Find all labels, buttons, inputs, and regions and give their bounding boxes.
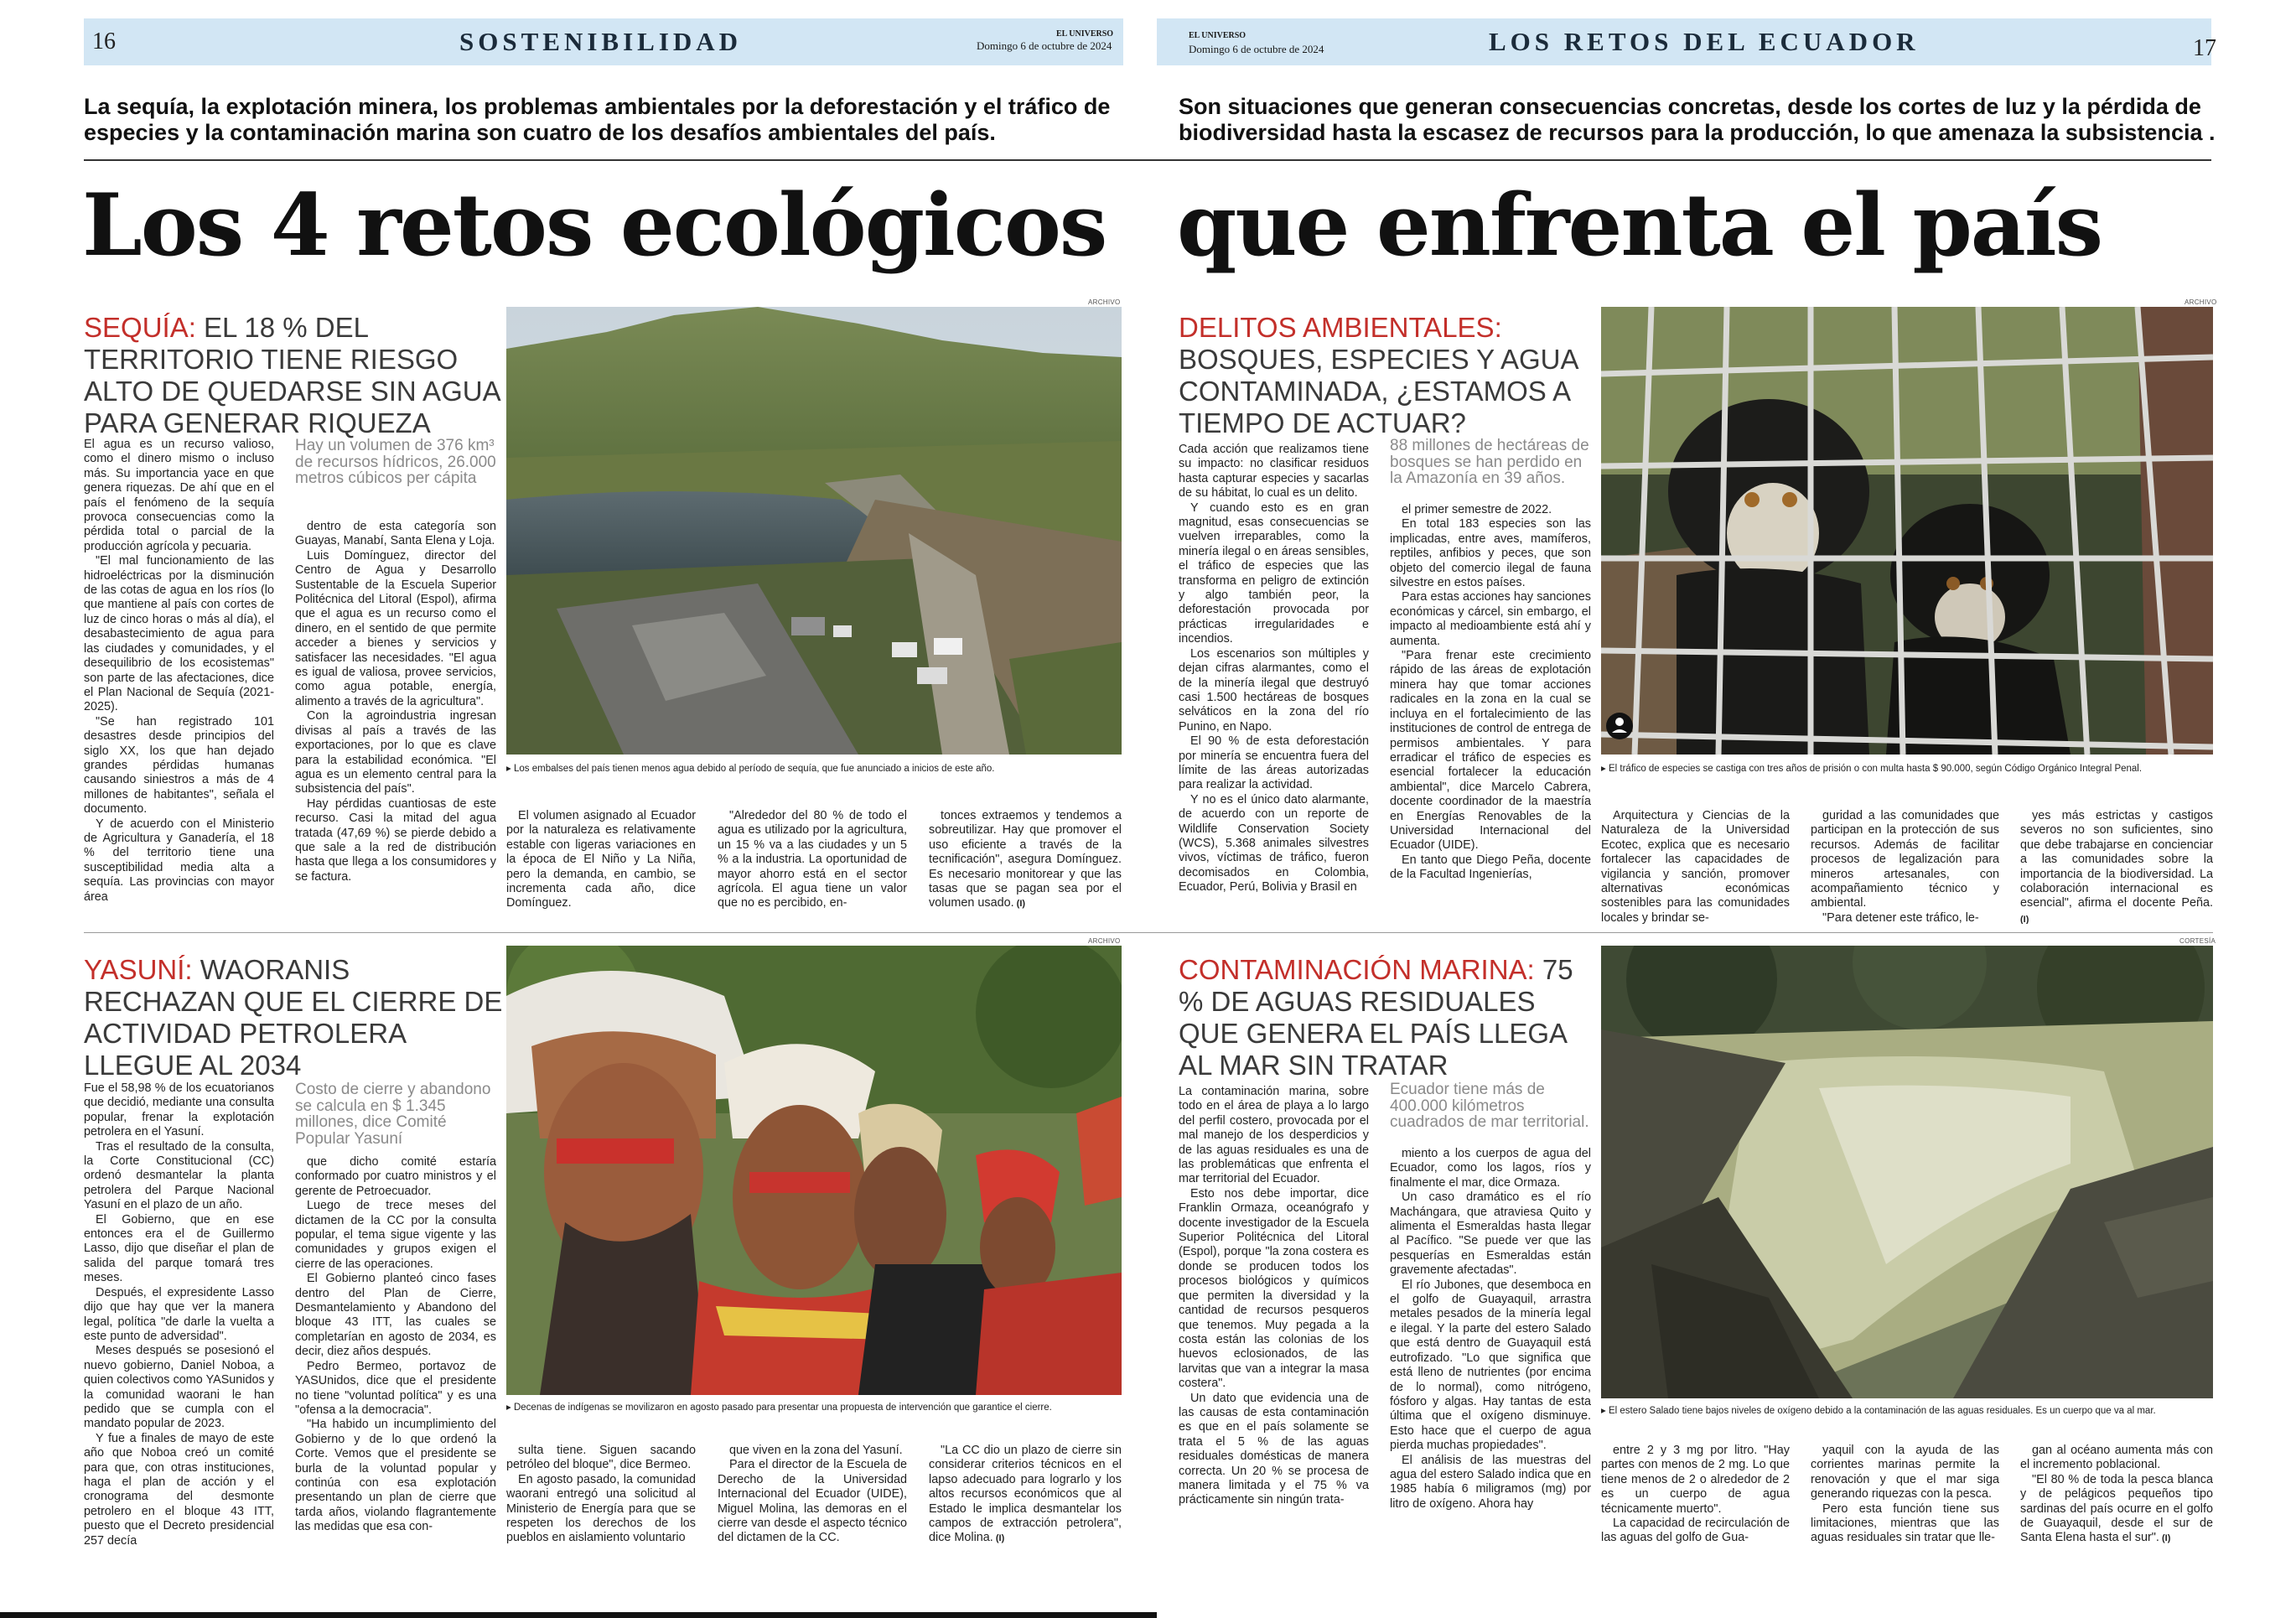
paragraph: En agosto pasado, la comunidad waorani entregó una solicitud al Ministerio de Energía para que se respeten los derechos de los pueblos en aislamiento voluntario [506,1472,696,1545]
paragraph: "Se han registrado 101 desastres desde principios del siglo XX, los que han dejado grandes pérdidas humanas causando siniestros a más de 4 millones de habitantes", señala el documento. [84,714,274,817]
paragraph: dentro de esta categoría son Guayas, Manabí, Santa Elena y Loja. [295,520,496,548]
triangle-icon: ▸ [506,1403,511,1413]
paragraph: gan al océano aumenta más con el incremento poblacional. [2020,1444,2213,1472]
story-keyword: DELITOS AMBIENTALES: [1179,312,1502,343]
story-title: BOSQUES, ESPECIES Y AGUA CONTAMINADA, ¿ESTAMOS A TIEMPO DE ACTUAR? [1179,344,1578,438]
photo-credit: CORTESÍA [2179,937,2216,945]
right-page [1157,0,2296,1618]
paragraph: Después, el expresidente Lasso dijo que hay que ver la manera legal, política "de darle la vuelta a este punto de adversidad". [84,1285,274,1343]
paragraph: El análisis de las muestras del agua del estero Salado indica que en 1985 había 6 miligramos (mg) por litro de oxígeno. Ahora hay [1390,1453,1591,1511]
photo-caption [1601,1405,2213,1417]
end-mark: (I) [2159,1533,2171,1544]
paragraph: miento a los cuerpos de agua del Ecuador, como los lagos, ríos y finalmente el mar, dice Ormaza. [1390,1147,1591,1190]
paragraph: Para estas acciones hay sanciones económicas y cárcel, sin embargo, el impacto al medioambiente está ahí y aumenta. [1390,590,1591,648]
paragraph: Pero esta función tiene sus limitaciones, mientras que las aguas residuales sin tratar que lle- [1811,1501,1999,1545]
paragraph: "Para detener este tráfico, le- [1822,910,1979,924]
story-keyword: YASUNÍ: [84,954,193,985]
story-column [1811,1444,1999,1569]
paragraph: "Alrededor del 80 % de todo el agua es utilizado por la agricultura, un 15 % va a las ciudades y un 5 % a la industria. La oportunidad de mayor ahorro está en el sector agrícola. El agua tiene un valor que no es percibido, en- [718,809,907,910]
story-divider [84,932,1157,933]
paragraph: "El 80 % de toda la pesca blanca y de pelágicos pequeños tipo sardinas del país ocurre en el golfo de Guayaquil, desde el sur de Santa Elena hasta el sur". (I) [2020,1472,2213,1545]
paragraph: La capacidad de recirculación de las aguas del golfo de Gua- [1601,1517,1790,1545]
paragraph: Un caso dramático es el río Machángara, que atraviesa Quito y alimenta el Esmeraldas hasta llegar al Pacífico. "Se puede ver que las pesquerías en Esmeraldas están gravemente afectadas". [1390,1190,1591,1278]
paragraph: El río Jubones, que desemboca en el golfo de Guayaquil, arrastra metales pesados de la minería legal e ilegal. Y la parte del estero Salado que está dentro de Guayaquil está eutrofizado. "Lo que significa que está lleno de nutrientes (por encima de lo normal), como nitrógeno, fósforo y algas. Hay tantas de esta última que el oxígeno disminuye. Esto hace que el cuerpo de agua pierda muchas propiedades". [1390,1278,1591,1453]
section-title: LOS RETOS DEL ECUADOR [1489,27,1920,56]
paragraph: Los escenarios son múltiples y dejan cifras alarmantes, como el de la minería ilegal que destruyó casi 1.500 hectáreas de bosques selváticos en la zona del río Punino, en Napo. [1179,646,1369,734]
paragraph: Hay pérdidas cuantiosas de este recurso. Casi la mitad del agua tratada (47,69 %) se pierde debido a que sale a la red de distribución hasta que llega a los consumidores y se factura. [295,796,496,884]
paragraph: Esto nos debe importar, dice Franklin Ormaza, oceanógrafo y docente investigador de la Escuela Superior Politécnica del Litoral (Espol), porque "la zona costera es donde se producen todos los procesos biológicos y químicos que permiten la diversidad y la cantidad de recursos pesqueros que tenemos. Muy pegada a la costa están las colonias de los huevos eclosionados, de las larvitas que van a integrar la masa costera". [1179,1186,1369,1391]
caption-text: Los embalses del país tienen menos agua debido al período de sequía, que fue anunciado a inicios de este año. [513,764,995,774]
story-column [929,809,1122,924]
paragraph: Y no es el único dato alarmante, de acuerdo con un reporte de Wildlife Conservation Society (WCS), 5.368 animales silvestres vivos, víctimas de tráfico, fueron decomisados en Colombia, Ecuador, Perú, Bolivia y Brasil en [1179,792,1369,895]
header-date: Domingo 6 de octubre de 2024 [1189,43,1324,55]
end-mark: (I) [2020,914,2029,924]
story-headline [84,954,503,1081]
reservoir-photo [506,307,1122,755]
paragraph: "Para frenar este crecimiento rápido de las áreas de explotación minera hay que tomar acciones radicales en la zona en la cual se incluya en el fortalecimiento de las instituciones de control de entrega de permisos ambientales. Y para erradicar el tráfico de especies es esencial fortalecer la educación ambiental", dice Marcelo Cabrera, docente coordinador de la maestría en Energías Renovables de la Universidad Internacional del Ecuador (UIDE). [1390,649,1591,853]
photo-caption [1601,763,2213,775]
photo-credit: ARCHIVO [1088,937,1121,945]
paragraph: Y fue a finales de mayo de este año que Noboa creó un comité para que, con otras instituciones, haga el plan de acción y el cronograma del desmonte petrolero en el bloque 43 ITT, puesto que el Decreto presidencial 257 decía [84,1431,274,1548]
estuary-photo [1601,946,2213,1398]
section-title: SOSTENIBILIDAD [459,27,743,56]
caption-text: El estero Salado tiene bajos niveles de oxígeno debido a la contaminación de las aguas residuales. Es un cuerpo que va al mar. [1608,1406,2156,1416]
paragraph: Luego de trece meses del dictamen de la CC por la consulta popular, el tema sigue vigente y las comunidades y grupos exigen el cierre de las operaciones. [295,1199,496,1271]
page-edge-bar [0,1612,1157,1618]
pull-quote: 88 millones de hectáreas de bosques se han perdido en la Amazonía en 39 años. [1390,437,1589,487]
story-column [506,1444,696,1569]
story-column [506,809,696,924]
paragraph: sulta tiene. Siguen sacando petróleo del bloque", dice Bermeo. [506,1444,696,1472]
paragraph: Meses después se posesionó el nuevo gobierno, Daniel Noboa, a quien colectivos como YASunidos y la comunidad waorani le han pedido que se cumpla con el mandato popular de 2023. [84,1344,274,1431]
story-headline [84,312,503,439]
photo-credit: ARCHIVO [1088,298,1121,306]
paragraph: el primer semestre de 2022. [1402,503,1552,516]
story-column [2020,1444,2213,1569]
page-number: 17 [2193,35,2216,61]
paragraph: La contaminación marina, sobre todo en el área de playa a lo largo del perfil costero, provocada por el mal manejo de los desperdicios y de las aguas residuales es una de las problemáticas que enfrenta el mar territorial del Ecuador. [1179,1085,1369,1186]
triangle-icon: ▸ [1601,1406,1606,1416]
story-column [1179,443,1369,924]
paragraph: Pedro Bermeo, portavoz de YASUnidos, dice que el presidente no tiene "voluntad política" y es una "ofensa a la democracia". [295,1359,496,1417]
story-headline [1179,312,1598,439]
story-headline [1179,954,1598,1081]
paragraph: guridad a las comunidades que participan en la protección de sus recursos. Además de facilitar procesos de legalización para mineros artesanales, con acompañamiento técnico y ambiental. [1811,809,1999,910]
end-mark: (I) [993,1533,1005,1544]
deck-text: Son situaciones que generan consecuencias concretas, desde los cortes de luz y la pérdida de biodiversidad hasta la escasez de recursos para la producción, lo que amenaza la subsistencia . [1179,94,2216,145]
paragraph: El 90 % de esta deforestación por minería se encuentra fuera del límite de las áreas autorizadas para realizar la actividad. [1179,734,1369,792]
page-number: 16 [92,29,116,54]
paragraph: El agua es un recurso valioso, como el dinero mismo o incluso más. Su importancia yace en que genera riquezas. De ahí que en el país el fenómeno de la sequía provoca consecuencias como la pérdida total o parcial de la producción agrícola y pecuaria. [84,438,274,553]
paragraph: Y cuando esto es en gran magnitud, esas consecuencias se vuelven irreparables, como la minería ilegal o en áreas sensibles, el tráfico de especies que las transforma en peligro de extinción y algo también peor, la deforestación provocada por prácticas irregularidades e incendios. [1179,500,1369,646]
pull-quote: Costo de cierre y abandono se calcula en $ 1.345 millones, dice Comité Popular Yasuní [295,1081,491,1148]
triangle-icon: ▸ [1601,764,1606,774]
story-title: EL 18 % DEL TERRITORIO TIENE RIESGO ALTO DE QUEDARSE SIN AGUA PARA GENERAR RIQUEZA [84,312,500,438]
story-column [1601,1444,1790,1569]
paragraph: "La CC dio un plazo de cierre sin considerar criterios técnicos en el lapso adecuado para lograrlo y los altos recursos económicos que al Estado le implica desmantelar los campos de extracción petrolera", dice Molina. (I) [929,1444,1122,1545]
paragraph: Para el director de la Escuela de Derecho de la Universidad Internacional del Ecuador (UIDE), Miguel Molina, las demoras en el cierre van desde el aspecto técnico del dictamen de la CC. [718,1458,907,1545]
brand-name: EL UNIVERSO [1056,29,1114,39]
paragraph: Con la agroindustria ingresan divisas al país a través de las exportaciones, por lo que es clave para la estabilidad económica. "El agua es un elemento central para la subsistencia del país". [295,709,496,796]
paragraph: Luis Domínguez, director del Centro de Agua y Desarrollo Sustentable de la Escuela Superior Politécnica del Litoral (Espol), afirma que el agua es un recurso como el dinero, en el sentido de que permite acceder a bienes y servicios y satisfacer las necesidades. "El agua es igual de valiosa, provee servicios, como agua potable, energía, alimento a través de la agricultura". [295,548,496,708]
paragraph: Arquitectura y Ciencias de la Naturaleza de la Universidad Ecotec, explica que es necesario fortalecer las capacidades de vigilancia y sanción, promover alternativas económicas sostenibles para las comunidades locales y brindar se- [1601,809,1790,924]
story-keyword: SEQUÍA: [84,312,196,343]
paragraph: que viven en la zona del Yasuní. [729,1444,903,1457]
caption-text: Decenas de indígenas se movilizaron en agosto pasado para presentar una propuesta de intervención que garantice el cierre. [513,1403,1052,1413]
paragraph: El Gobierno planteó cinco fases dentro del Plan de Cierre, Desmantelamiento y Abandono del bloque 43 ITT, las cuales se completarían en agosto de 2034, es decir, diez años después. [295,1272,496,1359]
story-column [718,1444,907,1569]
paragraph: yaquil con la ayuda de las corrientes marinas permite la renovación y que el mar siga generando riquezas con la pesca. [1811,1444,1999,1501]
paragraph: El Gobierno, que en ese entonces era el de Guillermo Lasso, dijo que diseñar el plan de salida del parque tomará tres meses. [84,1212,274,1285]
story-column [929,1444,1122,1569]
story-column [1601,809,1790,924]
pull-quote: Hay un volumen de 376 km³ de recursos hídricos, 26.000 metros cúbicos per cápita [295,437,496,487]
paragraph: Tras el resultado de la consulta, la Corte Constitucional (CC) ordenó desmantelar la planta petrolera del Parque Nacional Yasuní en el plazo de un año. [84,1139,274,1212]
header-date: Domingo 6 de octubre de 2024 [977,39,1112,52]
deck-text: La sequía, la explotación minera, los problemas ambientales por la deforestación y el tráfico de especies y la contaminación marina son cuatro de los desafíos ambientales del país. [84,94,1111,145]
story-column [1179,1085,1369,1569]
paragraph: yes más estrictas y castigos severos no son suficientes, sino que debe trabajarse en concienciar a las comunidades sobre la importancia de la biodiversidad. La colaboración internacional es esencial", afirma el docente Peña. (I) [2020,809,2213,924]
paragraph: Un dato que evidencia una de las causas de esta contaminación es que en el país solamente se trata el 5 % de las aguas residuales domésticas de manera correcta. Un 20 % se procesa de manera limitada y el 75 % va prácticamente sin ningún trata- [1179,1391,1369,1507]
triangle-icon: ▸ [506,764,511,774]
paragraph: que dicho comité estaría conformado por cuatro ministros y el gerente de Petroecuador. [295,1155,496,1198]
story-column [1390,1147,1591,1569]
page-headline: que enfrenta el país [1177,175,2102,276]
paragraph: "El mal funcionamiento de las hidroeléctricas por la disminución de las cotas de agua en los ríos (lo que mantiene al país con cortes de luz de cinco horas o más al día), el desabastecimiento de agua para las ciudades y comunidades, y el desequilibrio de los ecosistemas" son parte de las afectaciones, dice el Plan Nacional de Sequía (2021-2025). [84,554,274,714]
protest-photo [506,946,1122,1395]
monkeys-photo [1601,307,2213,755]
story-column [295,1155,496,1569]
pull-quote: Ecuador tiene más de 400.000 kilómetros cuadrados de mar territorial. [1390,1081,1589,1131]
story-column [2020,809,2213,924]
paragraph: entre 2 y 3 mg por litro. "Hay partes con menos de 2 mg. Lo que tiene menos de 2 o alrededor de 2 es un cuerpo de agua técnicamente muerto". [1601,1444,1790,1516]
paragraph: Y de acuerdo con el Ministerio de Agricultura y Ganadería, el 18 % del territorio tiene una susceptibilidad media alta a sequía. Las provincias con mayor área [84,817,274,904]
divider [84,159,1157,161]
paragraph: Fue el 58,98 % de los ecuatorianos que decidió, mediante una consulta popular, frenar la explotación petrolera en el Yasuní. [84,1081,274,1139]
story-divider [1157,932,2213,933]
story-title: WAORANIS RECHAZAN QUE EL CIERRE DE ACTIVIDAD PETROLERA LLEGUE AL 2034 [84,954,503,1081]
story-column [718,809,907,924]
paragraph: tonces extraemos y tendemos a sobreutilizar. Hay que promover el uso eficiente a través de la tecnificación", asegura Domínguez. Es necesario monitorear y que las tasas que se pagan sea por el volumen usado. (I) [929,809,1122,910]
paragraph: "Ha habido un incumplimiento del Gobierno y de lo que ordenó la Corte. Vemos que el presidente se burla de la voluntad popular y continúa con esa explotación presentando un plan de cierre que tarda años, violando flagrantemente las medidas que esa con- [295,1418,496,1534]
paragraph: Cada acción que realizamos tiene su impacto: no clasificar residuos hasta capturar especies y sacarlas de su hábitat, lo cual es un delito. [1179,443,1369,500]
story-keyword: CONTAMINACIÓN MARINA: [1179,954,1535,985]
photo-credit: ARCHIVO [2185,298,2217,306]
page-headline: Los 4 retos ecológicos [82,175,1107,276]
story-column [84,438,274,924]
story-column [84,1081,274,1569]
story-column [295,520,496,924]
end-mark: (I) [1013,899,1026,910]
story-title: 75 % DE AGUAS RESIDUALES QUE GENERA EL PAÍS LLEGA AL MAR SIN TRATAR [1179,954,1573,1081]
story-column [1390,503,1591,924]
divider [1157,159,2211,161]
photo-caption [506,763,1122,775]
paragraph: En total 183 especies son las implicadas, entre aves, mamíferos, reptiles, anfibios y peces, que son objeto del comercio ilegal de fauna silvestre en estos países. [1390,517,1591,590]
paragraph: El volumen asignado al Ecuador por la naturaleza es relativamente estable con ligeras variaciones en la época de El Niño y La Niña, pero la demanda, en cambio, se incrementa cada año, dice Domínguez. [506,809,696,910]
caption-text: El tráfico de especies se castiga con tres años de prisión o con multa hasta $ 90.000, según Código Orgánico Integral Penal. [1608,764,2143,774]
brand-name: EL UNIVERSO [1189,31,1246,40]
story-column [1811,809,1999,924]
photo-caption [506,1402,1122,1413]
paragraph: En tanto que Diego Peña, docente de la Facultad Ingenierías, [1390,853,1591,882]
